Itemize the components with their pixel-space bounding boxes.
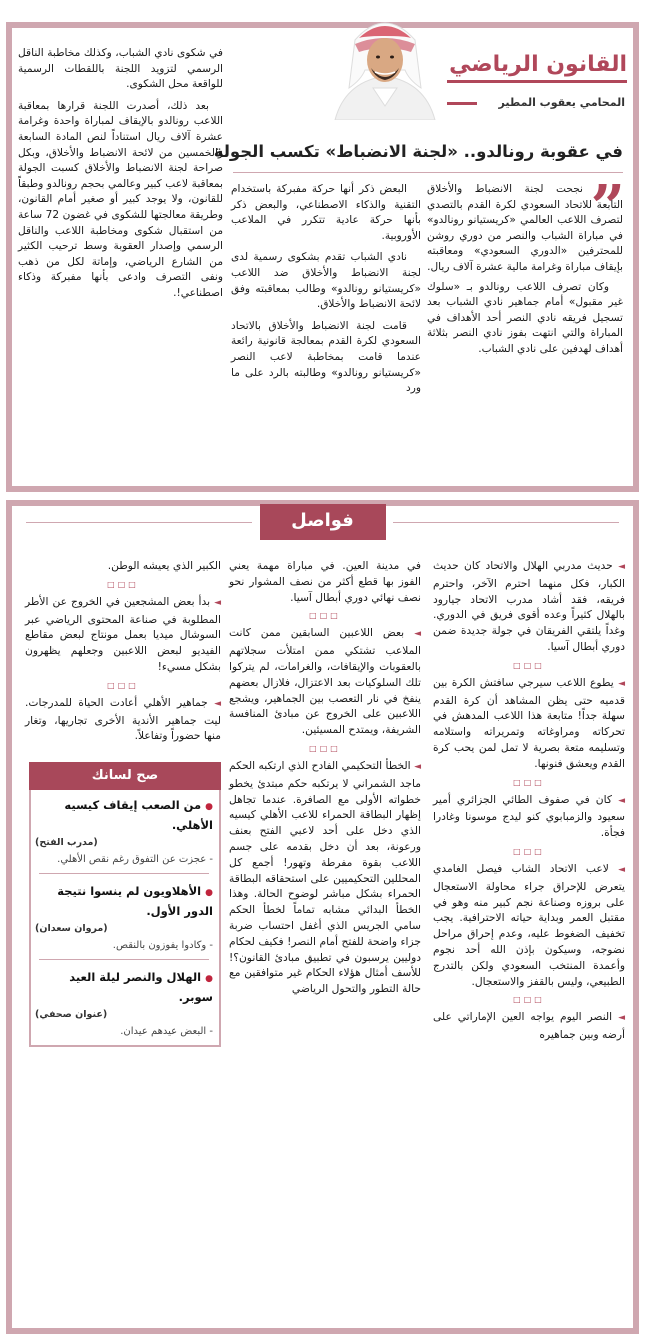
title-underline (447, 80, 627, 83)
paragraph: في شكوى نادي الشباب، وكذلك مخاطبة الناقل الرسمي لتزويد اللجنة باللقطات الرسمية للواقعة محل الشكوى. (18, 47, 223, 91)
note-item: ◄ يطوع اللاعب سيرجي سافتش الكرة بين قدميه حتى يظن المشاهد أن كرة القدم سهلة جداً! متابعة هذا اللاعب المدهش في تحركاته ومراوغاته وتمريراته واستلامه وتسليمه متعة بصرية لا تمل لمن يحب كرة القدم ويعشق فنونها. (433, 675, 625, 770)
box-title: صح لسانك (29, 762, 221, 790)
arrow-left-icon: ◄ (214, 698, 221, 709)
quote-source: (مدرب الفتح) (35, 837, 98, 849)
headline-rule (233, 172, 623, 173)
article-column-2 (231, 182, 421, 397)
quote-text: الهلال والنصر ليلة العيد سوبر. (69, 970, 213, 1005)
arrow-left-icon: ◄ (618, 562, 625, 572)
paragraph: البعض ذكر أنها حركة مفبركة باستخدام التقنية والذكاء الاصطناعي، والبعض ذكر بأنها حركة عادية تتكرر في الملاعب الأوروبية. (231, 183, 421, 242)
note-item: ◄ كان في صفوف الطائي الجزائري أمير سعيود والزمبابوي كنو ليدج موسونا وغادرا فجأة. (433, 792, 625, 840)
author-photo (325, 10, 445, 120)
arrow-left-icon: ◄ (618, 678, 625, 689)
paragraph: نجحت لجنة الانضباط والأخلاق التابعة للاتحاد السعودي لكرة القدم بالتصدي لتصرف اللاعب العالمي «كريستيانو رونالدو» في مباراة الشباب والنصر من دوري روشن للمحترفين «الدوري السعودي» ومعاقبته بإيقاف مباراة وغرامة مالية عشرة آلاف ريال. (427, 183, 623, 273)
fawasel-column-2 (229, 558, 421, 997)
quote-text: من الصعب إيقاف كيسيه الأهلي. (64, 798, 213, 833)
paragraph: بعد ذلك، أصدرت اللجنة قرارها بمعاقبة اللاعب رونالدو بالإيقاف لمباراة واحدة وغرامة عشرة آلاف ريال استناداً لنص المادة السابعة والخمسين من لائحة الانضباط والأخلاق، وبكل صراحة لجنة الانضباط والأخلاق كسبت الجولة بمعاقبة لاعب كبير وعالمي بحجم رونالدو وطبقاً للقانون، ولا يوجد كبير أو صغير أمام القانون، وطريقة معالجتها للشكوى في غضون 72 ساعة من استقبال شكوى ومخاطبة اللاعب والناقل الرسمي وإصدار العقوبة وسط ترحيب الكثير من الشارع الرياضي، وإماتة لكل من ذهب ونفى التصرف وادعى بأنها مفبركة وذكاء اصطناعي!. (18, 99, 223, 299)
quote-comment: - البعض عيدهم عيدان. (120, 1026, 213, 1038)
column-title: القانون الرياضي (449, 52, 627, 77)
column-article (6, 22, 639, 492)
arrow-left-icon: ◄ (618, 864, 625, 875)
quote-item (31, 962, 219, 1041)
bullet-dot-icon: ● (205, 974, 213, 985)
section-rule-right (393, 522, 619, 523)
bullet-dot-icon: ● (205, 888, 213, 899)
section-rule-left (26, 522, 252, 523)
column-header (447, 32, 627, 122)
separator: □□□ (107, 680, 139, 690)
column-author: المحامي يعقوب المطير (498, 96, 625, 109)
arrow-left-icon: ◄ (618, 1013, 625, 1024)
fawasel-section (6, 500, 639, 1334)
article-column-1 (427, 182, 623, 358)
quote-text: الأهلاويون لم ينسوا نتيجة الدور الأول. (57, 884, 213, 919)
note-item: ◄ لاعب الاتحاد الشاب فيصل الغامدي يتعرض للإحراق جراء محاولة الاستعجال على بروزه وصناعة نجم كبير منه وهو في مقتبل العمر وبداية حياته الاحترافية. يجب تخفيف الضغوط عليه، وعدم إحراق مراحل نضوجه، وسيكون بإذن الله أحد نجوم وأعمدة المنتخب السعودي ولكن بالتدرج الطبيعي، وليس بالقفز والاستعجال. (433, 861, 625, 988)
divider (39, 873, 209, 874)
quote-item (31, 790, 219, 876)
fawasel-column-3 (25, 558, 221, 1047)
quote-source: (مروان سعدان) (35, 923, 108, 935)
separator: □□□ (513, 995, 545, 1005)
article-column-3 (18, 46, 223, 302)
note-item: ◄ الخطأ التحكيمي الفادح الذي ارتكبه الحكم ماجد الشمراني لا يرتكبه حكم مبتدئ يخطو خطواته الأولى مع الصافرة. عندما تجاهل إظهار البطاقة الحمراء للاعب الأهلي كيسيه الذي دخل على أحد لاعبي الفتح بعنف ورعونة، بعد أن دخل بقدمه على جسم اللاعب بقوة مفرطة وتهور! أجمع كل المحللين التحكيميين على استحقاقه البطاقة الحمراء بشكل مباشر لوضوح الحالة. وهذا الخطأ البدائي مشابه تماماً لخطأ الحكم سامي الجريس الذي أغفل احتساب ضربة جزاء واضحة للفتح أمام النصر! فكيف لحكام دوليين يرسبون في تطبيق مبادئ القانون؟! للأسف أمثال هؤلاء الحكام غير متوافقين مع حالة التطور والتحول الرياضي (229, 758, 421, 996)
separator: □□□ (309, 611, 341, 621)
paragraph: نادي الشباب تقدم بشكوى رسمية لدى لجنة الانضباط والأخلاق ضد اللاعب «كريستيانو رونالدو» وطالب بمعاقبته وفق لائحة الانضباط والأخلاق. (231, 251, 421, 311)
arrow-left-icon: ◄ (414, 761, 421, 772)
note-item: الكبير الذي يعيشه الوطن. (107, 559, 221, 572)
sah-lisanak-box (29, 762, 221, 1047)
quote-comment: - عجزت عن التفوق رغم نقص الأهلي. (57, 854, 213, 866)
note-item: ◄ جماهير الأهلي أعادت الحياة للمدرجات. ليت جماهير الأندية الأخرى تجاريها، وتغار منها حضوراً وتفاعلاً. (25, 695, 221, 743)
note-item: ◄ بدأ بعض المشجعين في الخروج عن الأطر المطلوبة في صناعة المحتوى الرياضي عبر السوشال ميديا بعمل مونتاج لبعض مقاطع الفيديو لبعض اللاعبين وجعلهم يظهرون بشكل مسيء! (25, 594, 221, 673)
author-accent-bar (447, 102, 477, 105)
separator: □□□ (513, 846, 545, 856)
quote-source: (عنوان صحفي) (35, 1009, 108, 1021)
paragraph: قامت لجنة الانضباط والأخلاق بالاتحاد السعودي لكرة القدم بمعالجة قانونية رائعة عندما قامت بمخاطبة لاعب النصر «كريستيانو رونالدو» وطالبته بالرد على ما ورد (231, 319, 421, 395)
paragraph: وكان تصرف اللاعب رونالدو بـ «سلوك غير مقبول» أمام جماهير نادي الشباب بعد تسجيل فريقه نادي النصر أحد الأهداف في المباراة والتي انتهت بفوز نادي النصر بثلاثة أهداف لهدفين على نادي الشباب. (427, 280, 623, 355)
quote-mark-icon: ” (590, 173, 625, 243)
section-title: فواصل (260, 504, 386, 540)
quote-item (31, 876, 219, 962)
divider (39, 959, 209, 960)
separator: □□□ (513, 777, 545, 787)
bullet-dot-icon: ● (205, 802, 213, 813)
arrow-left-icon: ◄ (214, 597, 221, 608)
article-headline: في عقوبة رونالدو.. «لجنة الانضباط» تكسب الجولة (213, 142, 623, 161)
fawasel-column-1 (433, 558, 625, 1043)
quote-comment: - وكادوا يفوزون بالنقص. (112, 940, 213, 952)
note-item: في مدينة العين. في مباراة مهمة يعني الفوز بها قطع أكثر من نصف المشوار نحو نصف نهائي دوري أبطال آسيا. (229, 559, 421, 604)
separator: □□□ (513, 660, 545, 670)
note-item: ◄ النصر اليوم يواجه العين الإماراتي على أرضه وبين جماهيره (433, 1010, 625, 1042)
arrow-left-icon: ◄ (618, 795, 625, 806)
separator: □□□ (107, 579, 139, 589)
note-item: ◄ حديث مدربي الهلال والاتحاد كان حديث الكبار، فكل منهما احترم الآخر، واحترم فريقه، فقد أشاد مدرب الاتحاد جيارود بالهلال كثيراً وعده أقوى فريق في الدوري. وغداً يلتقي الفريقان في جولة جديدة ضمن دوري أبطال آسيا. (433, 559, 625, 653)
arrow-left-icon: ◄ (414, 629, 421, 640)
note-item: ◄ بعض اللاعبين السابقين ممن كانت الملاعب تشتكي ممن امتلأت سجلاتهم بالعقوبات والإيقافات، والغرامات، لم يتركوا تلك السلوكيات بعد الاعتزال، فلازال بعضهم ينفخ في نار التعصب بين الجماهير، ويشجع اللاعبين على الخروج عن مبادئ المنافسة الشريفة، ويمتدح المسيئين. (229, 626, 421, 737)
separator: □□□ (309, 743, 341, 753)
